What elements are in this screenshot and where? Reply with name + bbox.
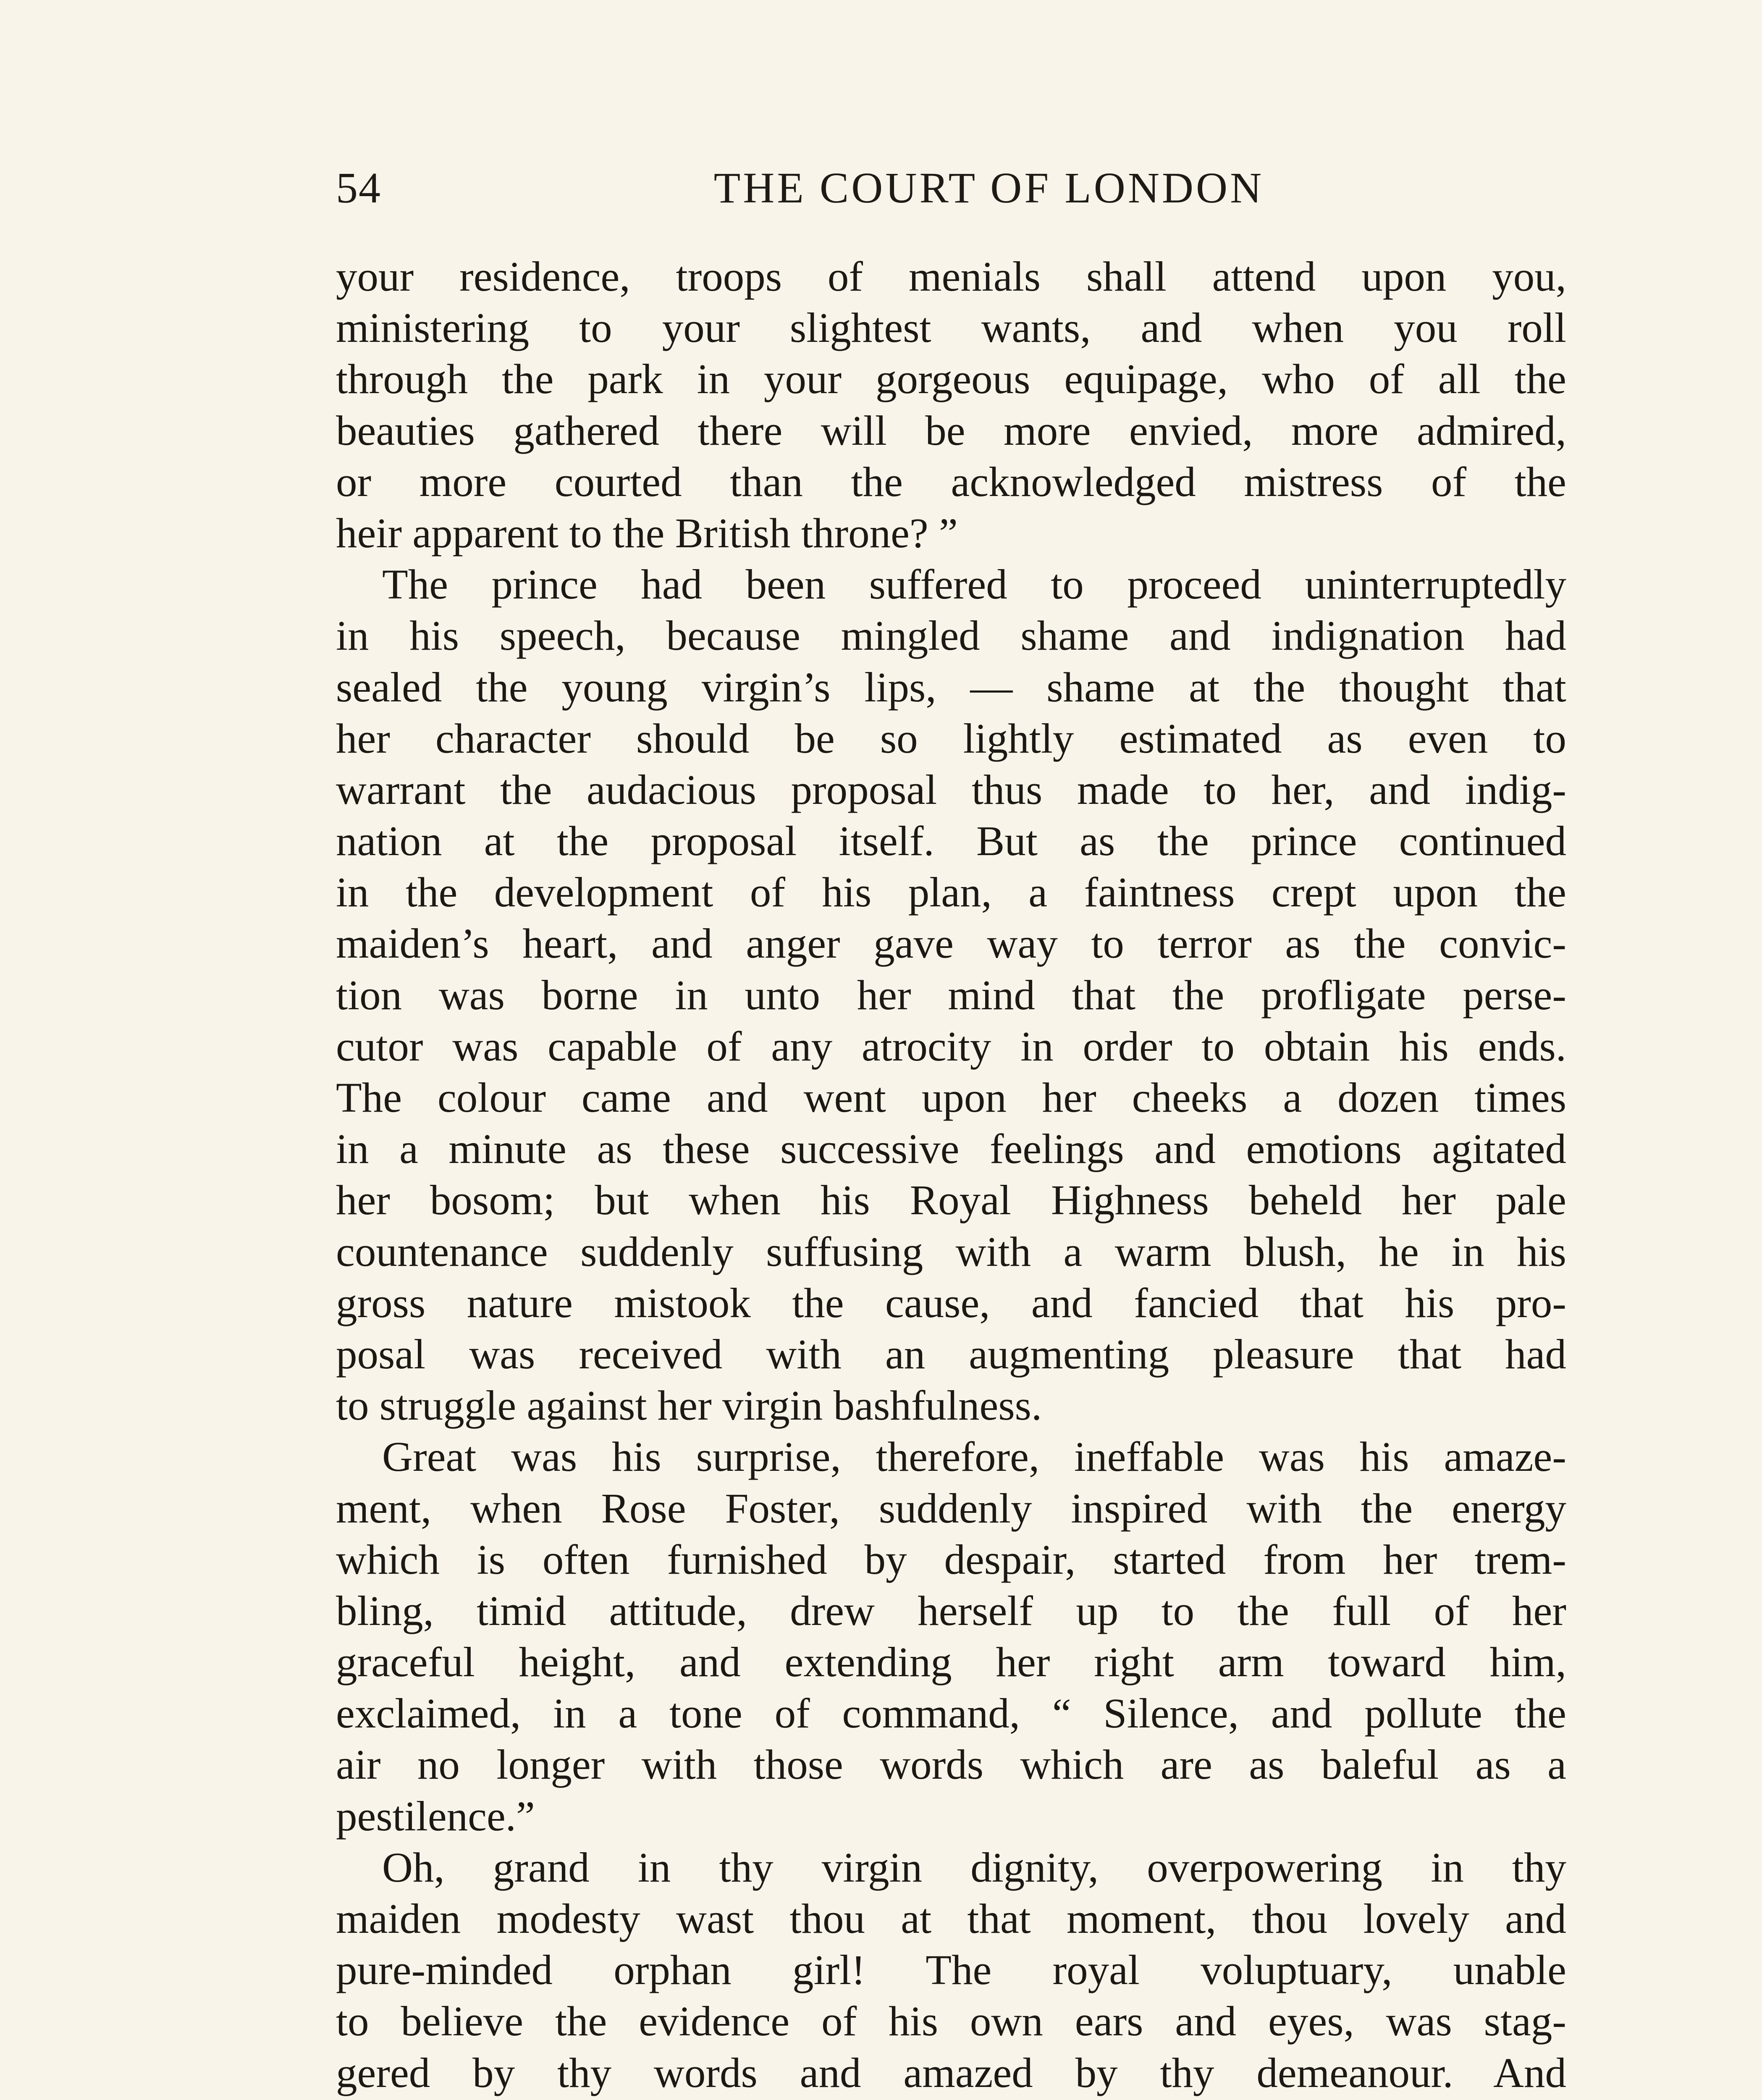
text-line: gered by thy words and amazed by thy demeanour. And [336, 2049, 1566, 2096]
text-line: sealed the young virgin’s lips, — shame at the thought that [336, 663, 1566, 711]
paragraph [336, 251, 1566, 559]
text-line: pure-minded orphan girl! The royal voluptuary, unable [336, 1946, 1566, 1994]
text-line: warrant the audacious proposal thus made to her, and indig- [336, 766, 1566, 813]
text-line: The prince had been suffered to proceed uninterruptedly [382, 561, 1566, 608]
text-line: exclaimed, in a tone of command, “ Silence, and pollute the [336, 1690, 1566, 1737]
text-line: maiden’s heart, and anger gave way to terror as the convic- [336, 920, 1566, 967]
text-line: Oh, grand in thy virgin dignity, overpowering in thy [382, 1843, 1566, 1891]
text-line: bling, timid attitude, drew herself up to the full of her [336, 1587, 1566, 1634]
page-number: 54 [336, 164, 381, 212]
running-title: THE COURT OF LONDON [713, 164, 1264, 212]
text-line: through the park in your gorgeous equipage, who of all the [336, 355, 1566, 403]
text-line: ment, when Rose Foster, suddenly inspired with the energy [336, 1484, 1566, 1532]
text-line: ministering to your slightest wants, and when you roll [336, 304, 1566, 352]
text-line: air no longer with those words which are as baleful as a [336, 1741, 1566, 1788]
text-line: graceful height, and extending her right arm toward him, [336, 1638, 1566, 1686]
text-line: pestilence.” [336, 1792, 535, 1840]
text-line: maiden modesty wast thou at that moment, thou lovely and [336, 1895, 1566, 1942]
text-line: nation at the proposal itself. But as the prince continued [336, 817, 1566, 865]
text-line: tion was borne in unto her mind that the profligate perse- [336, 971, 1566, 1018]
body-text [336, 251, 1566, 2100]
text-line: in a minute as these successive feelings and emotions agitated [336, 1125, 1566, 1173]
text-line: to believe the evidence of his own ears and eyes, was stag- [336, 1998, 1566, 2045]
paragraph [336, 1842, 1566, 2100]
text-line: to struggle against her virgin bashfulness. [336, 1382, 1042, 1429]
paragraph [336, 559, 1566, 1431]
text-line: which is often furnished by despair, started from her trem- [336, 1536, 1566, 1583]
page-header [336, 163, 1566, 222]
text-line: your residence, troops of menials shall attend upon you, [336, 253, 1566, 300]
text-line: cutor was capable of any atrocity in order to obtain his ends. [336, 1022, 1566, 1070]
text-line: in the development of his plan, a faintness crept upon the [336, 869, 1566, 916]
text-line: The colour came and went upon her cheeks a dozen times [336, 1074, 1566, 1121]
text-line: her character should be so lightly estimated as even to [336, 714, 1566, 762]
paragraph [336, 1431, 1566, 1842]
text-line: countenance suddenly suffusing with a warm blush, he in his [336, 1228, 1566, 1275]
text-line: or more courted than the acknowledged mistress of the [336, 458, 1566, 505]
text-line: her bosom; but when his Royal Highness beheld her pale [336, 1176, 1566, 1224]
text-line: in his speech, because mingled shame and indignation had [336, 612, 1566, 659]
text-line: gross nature mistook the cause, and fancied that his pro- [336, 1279, 1566, 1326]
text-line [336, 2098, 1566, 2100]
text-line: Great was his surprise, therefore, ineffable was his amaze- [382, 1433, 1566, 1480]
text-line: posal was received with an augmenting pleasure that had [336, 1330, 1566, 1378]
text-line: heir apparent to the British throne? ” [336, 509, 958, 556]
text-line: beauties gathered there will be more envied, more admired, [336, 407, 1566, 454]
